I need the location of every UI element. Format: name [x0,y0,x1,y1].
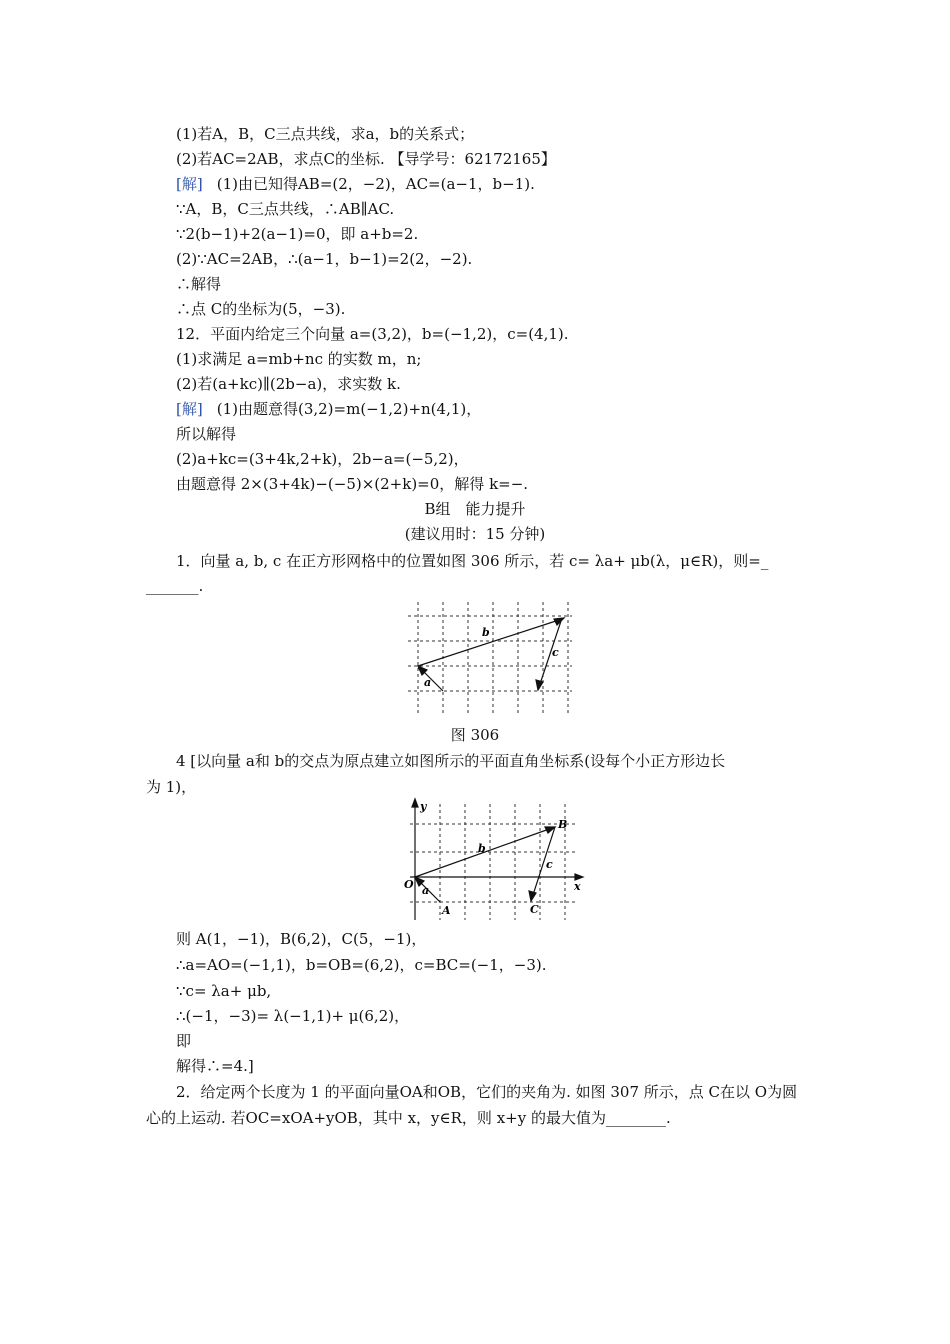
text-line-27: 即 [176,1032,192,1050]
text-line-2: (2)若AC=2AB，求点C的坐标. 【导学号：62172165】 [176,150,556,168]
jie-label: [解] [176,175,203,193]
solution-line-1 [176,173,535,195]
fig2-label-O: O [404,878,414,891]
text-line-13: 所以解得 [176,425,237,443]
vector-b [418,619,562,666]
figure-306-caption: 图 306 [450,726,500,744]
section-subtitle: (建议用时：15 分钟) [404,525,546,543]
fig2-label-C: C [530,903,539,916]
fig2-label-a: a [422,884,430,897]
fig2-label-A: A [442,904,451,917]
text-line-22: 为 1)， [146,778,197,796]
text-line-24: ∴a=AO=(−1,1)，b=OB=(6,2)，c=BC=(−1，−3). [176,956,547,974]
text-line-30: 心的上运动. 若OC=xOA+yOB，其中 x，y∈R，则 x+y 的最大值为________. [146,1109,671,1127]
text-line-10: (1)求满足 a=mb+nc 的实数 m，n; [176,350,422,368]
fig2-label-x: x [574,880,581,893]
figure-coordinate [396,796,588,924]
solution-line-2 [176,398,481,420]
fig2-label-y: y [420,800,427,813]
text-line-1: (1)若A，B，C三点共线，求a，b的关系式； [176,125,475,143]
section-title: B组 能力提升 [424,500,526,518]
question-b1: 1．向量 a, b, c 在正方形网格中的位置如图 306 所示，若 c= λa+ μb(λ，μ∈R)，则=_ [176,552,769,570]
solution-text-2: (1)由题意得(3,2)=m(−1,2)+n(4,1)， [216,400,482,418]
fig1-label-b: b [482,626,490,639]
text-line-7: ∴解得 [176,275,222,293]
text-line-8: ∴点 C的坐标为(5，−3). [176,300,346,318]
solution-text: (1)由已知得AB=(2，−2)，AC=(a−1，b−1). [216,175,535,193]
question-12: 12．平面内给定三个向量 a=(3,2)，b=(−1,2)，c=(4,1). [176,325,569,343]
text-line-26: ∴(−1，−3)= λ(−1,1)+ μ(6,2)， [176,1007,410,1025]
text-line-6: (2)∵AC=2AB，∴(a−1，b−1)=2(2，−2). [176,250,473,268]
text-line-25: ∵c= λa+ μb, [176,982,272,1000]
jie-label-2: [解] [176,400,203,418]
text-line-11: (2)若(a+kc)∥(2b−a)，求实数 k. [176,375,401,393]
question-b2: 2．给定两个长度为 1 的平面向量OA和OB，它们的夹角为. 如图 307 所示，点 C在以 O为圆 [176,1083,798,1101]
question-b1-blank: _______. [146,577,204,595]
text-line-14: (2)a+kc=(3+4k,2+k)，2b−a=(−5,2)， [176,450,469,468]
fig2-label-b: b [478,842,486,855]
fig1-label-a: a [424,676,432,689]
fig1-label-c: c [552,646,559,659]
text-line-23: 则 A(1，−1)，B(6,2)，C(5，−1)， [176,930,427,948]
text-line-15: 由题意得 2×(3+4k)−(−5)×(2+k)=0，解得 k=−. [176,475,529,493]
text-line-21: 4 [以向量 a和 b的交点为原点建立如图所示的平面直角坐标系(设每个小正方形边长 [176,752,726,770]
fig2-label-c: c [546,858,553,871]
fig2-label-B: B [558,818,568,831]
text-line-5: ∵2(b−1)+2(a−1)=0，即 a+b=2. [176,225,419,243]
figure-306 [400,598,580,718]
text-line-4: ∵A，B，C三点共线，∴AB∥AC. [176,200,395,218]
text-line-28: 解得∴=4.] [176,1057,254,1075]
